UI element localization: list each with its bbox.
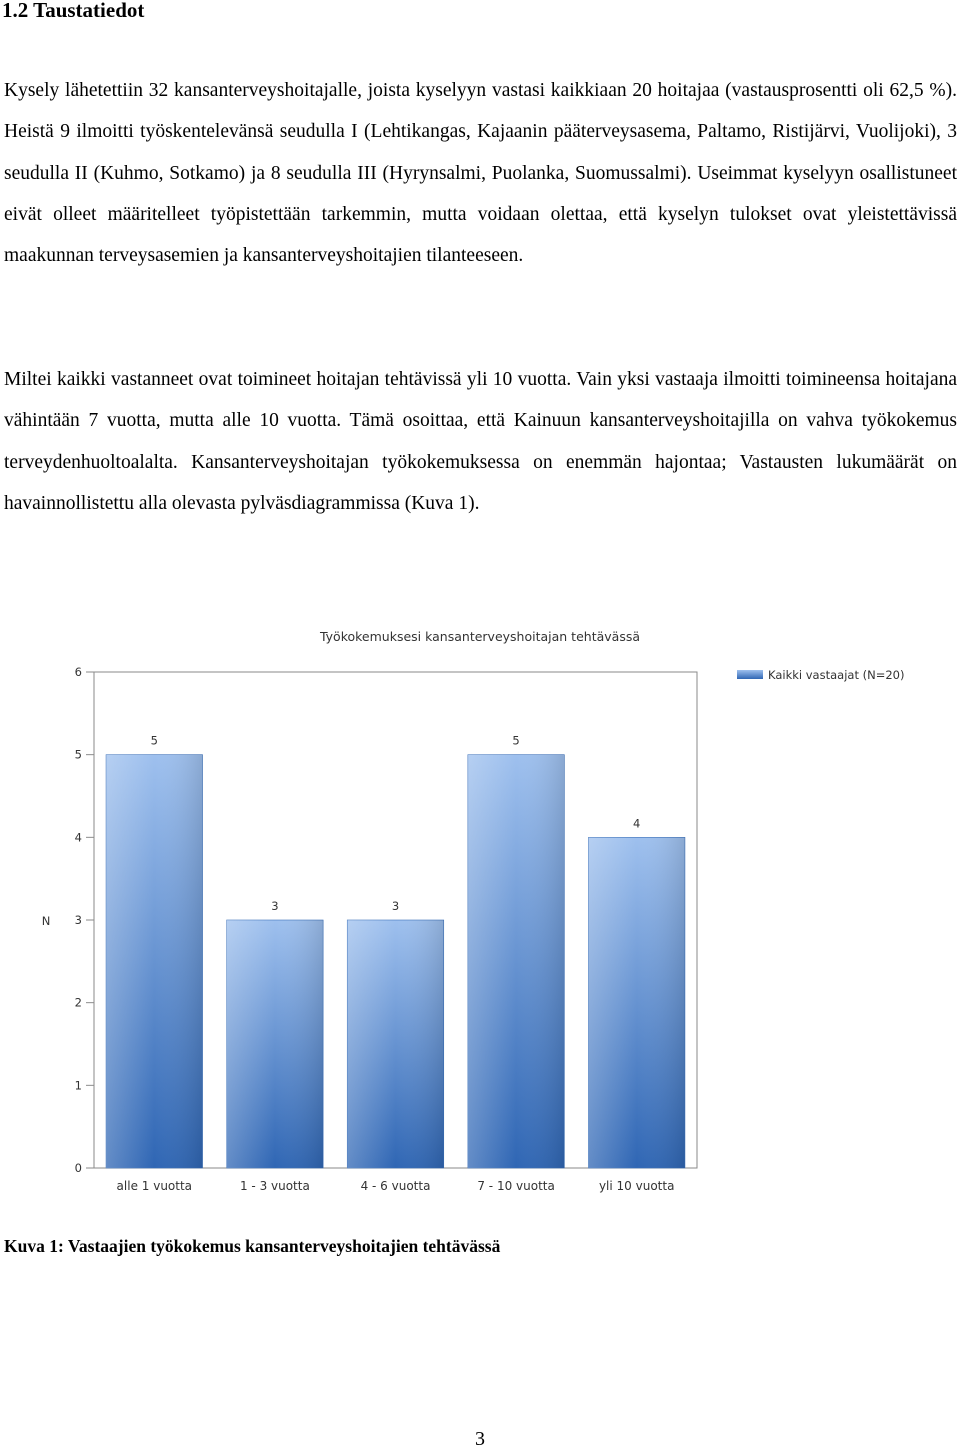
y-axis-label: N xyxy=(41,914,51,928)
y-tick-label: 3 xyxy=(74,913,82,927)
bar-shading xyxy=(347,920,443,1168)
x-category-label: yli 10 vuotta xyxy=(598,1179,675,1193)
x-category-label: 1 - 3 vuotta xyxy=(239,1179,310,1193)
figure-caption: Kuva 1: Vastaajien työkokemus kansanterveyshoitajien tehtävässä xyxy=(4,1236,501,1256)
y-tick-label: 6 xyxy=(74,665,82,679)
chart-svg xyxy=(0,615,960,1215)
plot-area xyxy=(75,665,697,1193)
legend xyxy=(737,668,904,682)
section-heading: 1.2 Taustatiedot xyxy=(2,0,145,22)
bar-value-label: 5 xyxy=(512,733,520,748)
y-tick-label: 1 xyxy=(74,1078,82,1093)
legend-swatch xyxy=(737,670,763,679)
bar-value-label: 5 xyxy=(150,733,158,748)
y-tick-label: 4 xyxy=(74,830,82,845)
chart-title: Työkokemuksesi kansanterveyshoitajan tehtävässä xyxy=(319,629,641,644)
paragraph-experience: Miltei kaikki vastanneet ovat toimineet hoitajan tehtävissä yli 10 vuotta. Vain yksi vastaaja ilmoitti toimineensa hoitajana vähintään 7 vuotta, mutta alle 10 vuotta. Tämä osoittaa, että Kainuun kansanterveyshoitajilla on vahva työkokemus terveydenhuoltoalalta. Kansanterveyshoitajan työkokemuksessa on enemmän hajontaa; Vastausten lukumäärät on havainnollistettu alla olevasta pylväsdiagrammissa (Kuva 1). xyxy=(4,369,957,514)
x-category-label: 4 - 6 vuotta xyxy=(360,1179,431,1193)
y-tick-label: 0 xyxy=(74,1161,82,1175)
bar-value-label: 3 xyxy=(391,899,400,913)
paragraph-background: Kysely lähetettiin 32 kansanterveyshoitajalle, joista kyselyyn vastasi kaikkiaan 20 hoitajaa (vastausprosentti oli 62,5 %). Heistä 9 ilmoitti työskentelevänsä seudulla I (Lehtikangas, Kajaanin pääterveysasema, Paltamo, Ristijärvi, Vuolijoki), 3 seudulla II (Kuhmo, Sotkamo) ja 8 seudulla III (Hyrynsalmi, Puolanka, Suomussalmi). Useimmat kyselyyn osallistuneet eivät olleet määritelleet työpistettään tarkemmin, mutta voidaan olettaa, että kyselyn tulokset ovat yleistettävissä maakunnan terveysasemien ja kansanterveyshoitajien tilanteeseen. xyxy=(4,80,957,267)
y-tick-label: 5 xyxy=(74,747,82,762)
bar-chart xyxy=(0,615,960,1215)
y-tick-label: 2 xyxy=(74,995,82,1010)
bar-shading xyxy=(468,755,564,1168)
bar-shading xyxy=(227,920,323,1168)
bar-value-label: 3 xyxy=(271,899,279,913)
page-number: 3 xyxy=(475,1428,485,1450)
bar-shading xyxy=(106,755,202,1168)
legend-label: Kaikki vastaajat (N=20) xyxy=(768,668,905,682)
x-category-label: 7 - 10 vuotta xyxy=(477,1179,555,1193)
bar-shading xyxy=(588,837,684,1168)
x-category-label: alle 1 vuotta xyxy=(116,1179,193,1193)
bar-value-label: 4 xyxy=(633,816,641,831)
